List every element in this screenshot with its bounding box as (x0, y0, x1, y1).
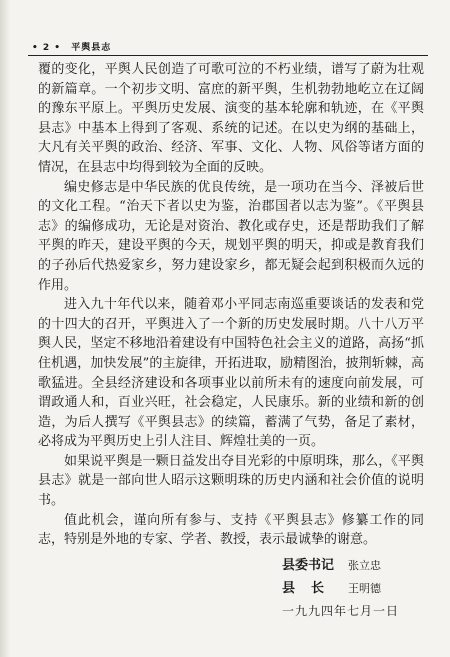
signature-title: 县委书记 (282, 558, 335, 573)
signature-county-head (282, 577, 432, 600)
signature-party-secretary (282, 554, 432, 577)
paragraph: 编史修志是中华民族的优良传统，是一项功在当今、泽被后世的文化工程。“治天下者以史为鉴，治郡国者以志为鉴”。《平舆县志》的编修成功，无论是对资治、教化或存史，还是帮助我们了解平舆的昨天，建设平舆的今天，规划平舆的明天，抑或是教育我们的子孙后代热爱家乡，努力建设家乡，都无疑会起到积极而久远的作用。 (38, 179, 424, 293)
book-title: 平舆县志 (71, 43, 112, 53)
paragraph-continued: 覆的变化，平舆人民创造了可歌可泣的不朽业绩，谱写了蔚为壮观的新篇章。一个初步文明、富庶的新平舆，生机勃勃地屹立在辽阔的豫东平原上。平舆历史发展、演变的基本轮廓和轨迹，在《平舆县志》中基本上得到了客观、系统的记述。在以史为纲的基础上，大凡有关平舆的政治、经济、军事、文化、人物、风俗等诸方面的情况，在县志中均得到较为全面的反映。 (38, 62, 424, 175)
signature-name: 王明德 (348, 582, 381, 595)
page-binding-shadow (0, 0, 10, 657)
signature-date: 一九九四年七月一日 (282, 604, 400, 618)
signature-block (282, 554, 432, 619)
paragraph: 值此机会，谨向所有参与、支持《平舆县志》修纂工作的同志，特别是外地的专家、学者、教授，表示最诚挚的谢意。 (38, 512, 424, 548)
paragraph: 如果说平舆是一颗日益发出夺目光彩的中原明珠，那么，《平舆县志》就是一部向世人昭示这颗明珠的历史内涵和社会价值的说明书。 (38, 453, 424, 509)
signature-title: 县长 (282, 581, 341, 596)
signature-name: 张立忠 (348, 559, 381, 572)
header-rule (28, 55, 428, 56)
page-number: • 2 • (32, 43, 62, 53)
paragraph: 进入九十年代以来，随着邓小平同志南巡重要谈话的发表和党的十四大的召开，平舆进入了一个新的历史发展时期。八十八万平舆人民，坚定不移地沿着建设有中国特色社会主义的道路，高扬“抓住机遇，加快发展”的主旋律，开拓进取，励精图治，披荆斩棘，高歌猛进。全县经济建设和各项事业以前所未有的速度向前发展，可谓政通人和，百业兴旺，社会稳定，人民康乐。新的业绩和新的创造，为后人撰写《平舆县志》的续篇，蓄满了气势，备足了素材，必将成为平舆历史上引人注目、辉煌壮美的一页。 (38, 297, 424, 450)
body-text (38, 60, 424, 550)
running-header (32, 40, 111, 53)
